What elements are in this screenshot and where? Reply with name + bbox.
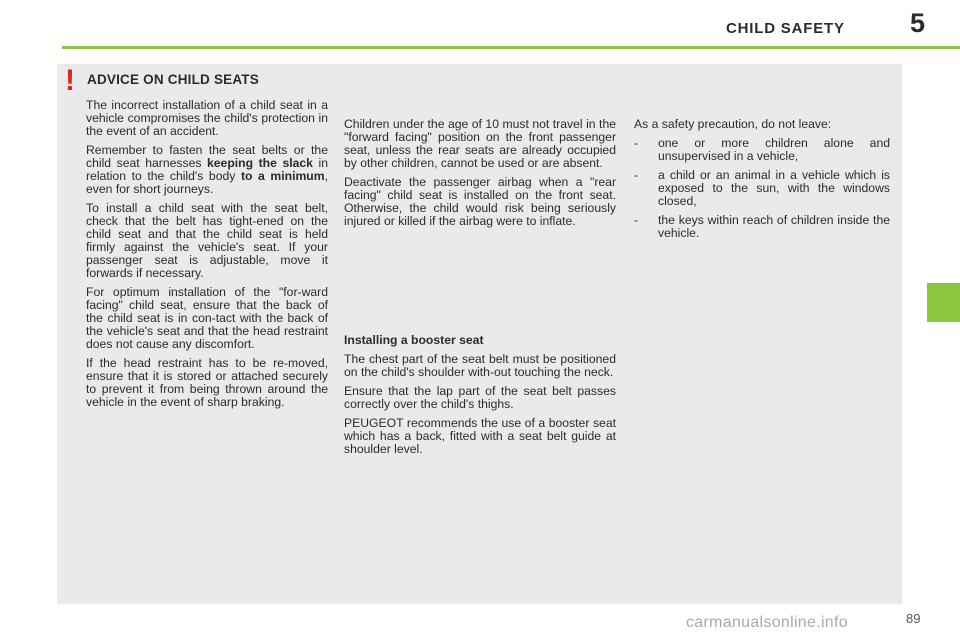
list-item [634, 214, 890, 240]
paragraph [86, 144, 328, 196]
list-item [634, 169, 890, 208]
list-item-text: the keys within reach of children inside the vehicle. [658, 213, 890, 240]
warning-icon: ! [65, 64, 75, 97]
bold-text: to a minimum [240, 169, 325, 183]
watermark: carmanualsonline.info [686, 614, 848, 631]
list-item-text: a child or an animal in a vehicle which is exposed to the sun, with the windows closed, [658, 168, 890, 208]
column-2-booster [344, 334, 616, 462]
list-item-text: one or more children alone and unsupervised in a vehicle, [658, 136, 890, 163]
paragraph: For optimum installation of the "for-ward facing" child seat, ensure that the back of the child seat is in con-tact with the back of the vehicle's seat and that the head restraint does not cause any discomfort. [86, 285, 328, 351]
column-2 [344, 118, 616, 234]
section-title: ADVICE ON CHILD SEATS [87, 72, 259, 87]
dash-bullet: - [634, 136, 639, 150]
paragraph: PEUGEOT recommends the use of a booster seat which has a back, fitted with a seat belt guide at shoulder level. [344, 416, 616, 456]
paragraph: If the head restraint has to be re-moved, ensure that it is stored or attached securely to prevent it from being thrown around the vehicle in the event of sharp braking. [86, 356, 328, 409]
paragraph: The incorrect installation of a child seat in a vehicle compromises the child's protection in the event of an accident. [86, 98, 328, 138]
column-3 [634, 118, 890, 246]
text-run: Remember to fasten the seat belts or the child seat harnesses [86, 143, 328, 170]
booster-subheading: Installing a booster seat [344, 333, 484, 347]
column-1 [86, 99, 328, 415]
list-item [634, 137, 890, 163]
dash-bullet: - [634, 213, 639, 227]
paragraph: Deactivate the passenger airbag when a "rear facing" child seat is installed on the front seat. Otherwise, the child would risk being seriously injured or killed if the airbag were to inflate. [344, 175, 616, 228]
bold-text: keeping the slack [207, 156, 313, 170]
paragraph: Ensure that the lap part of the seat belt passes correctly over the child's thighs. [344, 384, 616, 411]
text-run: in relation to the child's body [86, 156, 328, 183]
text-run: , even for short journeys. [86, 169, 328, 196]
paragraph: The chest part of the seat belt must be positioned on the child's shoulder with-out touching the neck. [344, 352, 616, 379]
paragraph: Children under the age of 10 must not travel in the "forward facing" position on the front passenger seat, unless the rear seats are already occupied by other children, cannot be used or are absent. [344, 117, 616, 170]
chapter-title: CHILD SAFETY [726, 20, 845, 37]
precaution-intro: As a safety precaution, do not leave: [634, 117, 832, 131]
header-rule [62, 46, 960, 49]
dash-bullet: - [634, 168, 639, 182]
paragraph: To install a child seat with the seat belt, check that the belt has tight-ened on the child seat and that the child seat is held firmly against the vehicle's seat. If your passenger seat is adjustable, move it forwards if necessary. [86, 201, 328, 280]
chapter-number: 5 [910, 8, 926, 38]
chapter-side-tab [927, 283, 960, 322]
page-number: 89 [906, 611, 921, 626]
